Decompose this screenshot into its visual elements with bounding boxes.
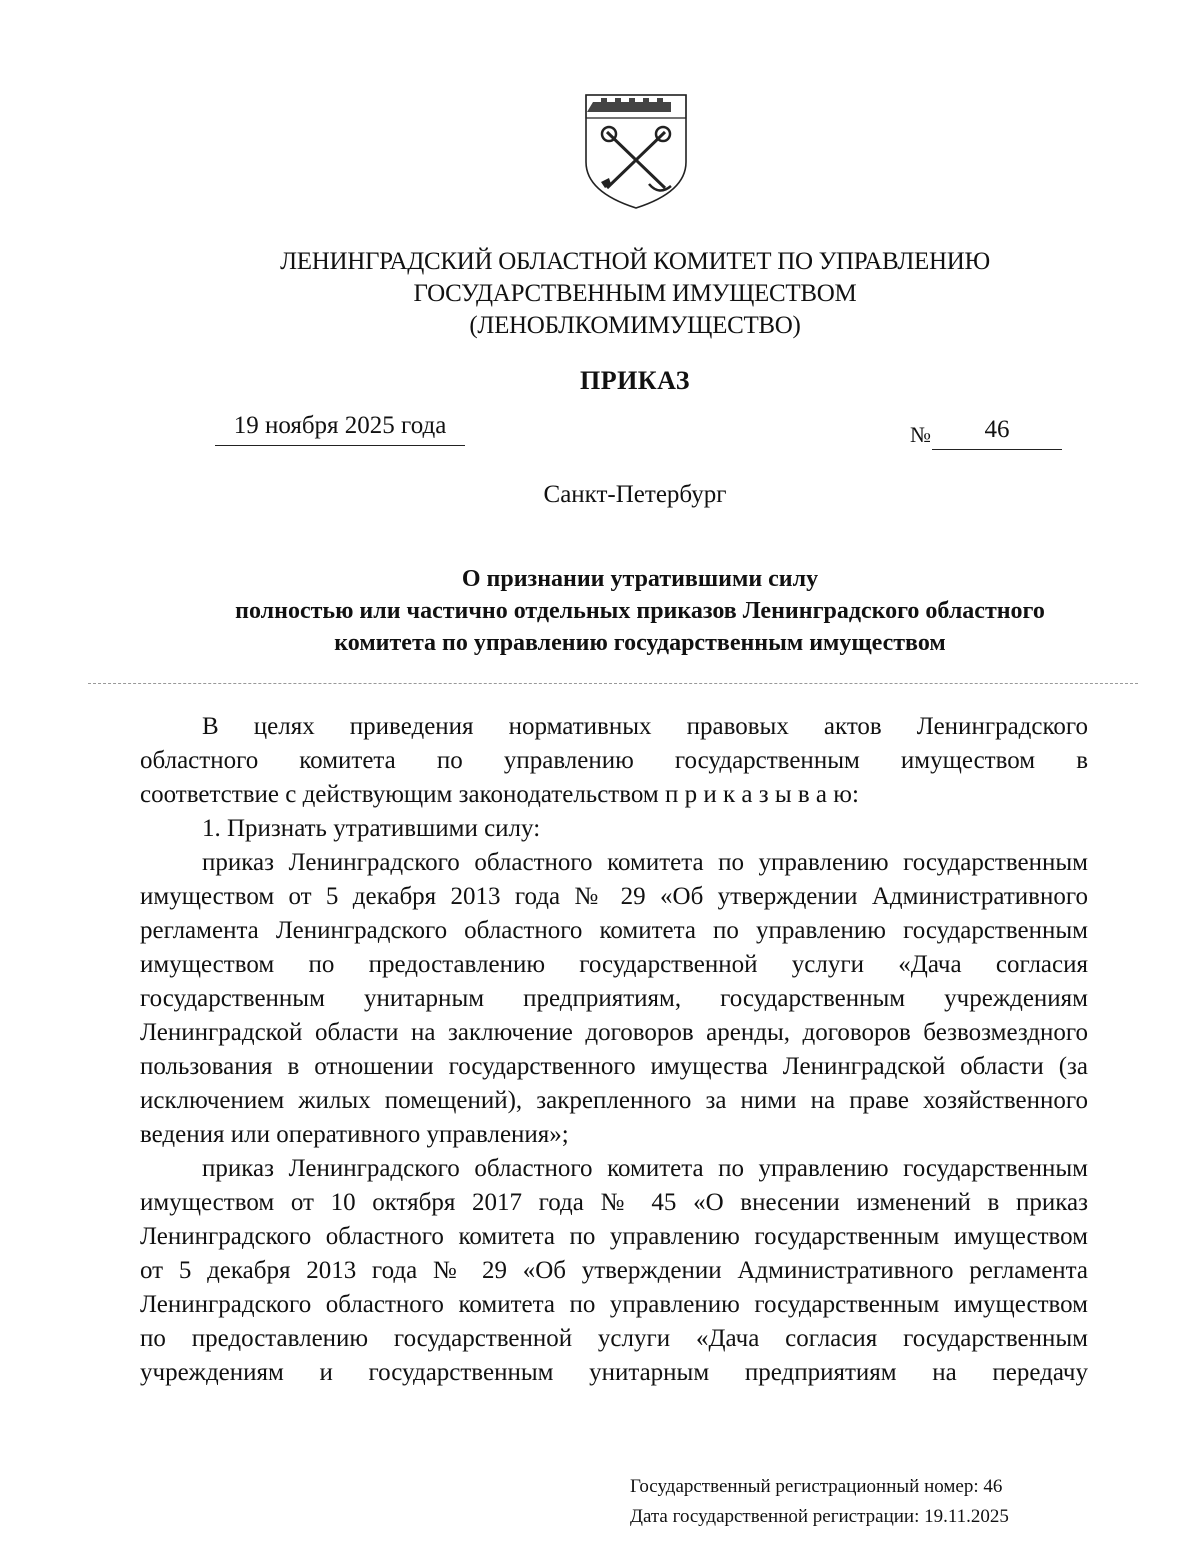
text-line: учреждениям и государственным унитарным предприятиям на передачу	[140, 1359, 1088, 1386]
agency-line: (ЛЕНОБЛКОМИМУЩЕСТВО)	[469, 312, 801, 339]
text-line: по предоставлению государственной услуги «Дача согласия государственным	[140, 1325, 1088, 1352]
agency-line: ЛЕНИНГРАДСКИЙ ОБЛАСТНОЙ КОМИТЕТ ПО УПРАВЛЕНИЮ	[280, 248, 990, 275]
text-line: от 5 декабря 2013 года № 29 «Об утверждении Административного регламента	[140, 1257, 1088, 1284]
text-line: исключением жилых помещений), закрепленного за ними на праве хозяйственного	[140, 1087, 1088, 1114]
text-line: приказ Ленинградского областного комитета по управлению государственным	[202, 849, 1088, 876]
subject-line: полностью или частично отдельных приказов Ленинградского областного	[235, 598, 1045, 624]
agency-line: ГОСУДАРСТВЕННЫМ ИМУЩЕСТВОМ	[413, 280, 857, 307]
order-number: 46	[932, 416, 1062, 450]
order-subject	[140, 563, 1140, 659]
text-line: государственным унитарным предприятиям, государственным учреждениям	[140, 985, 1088, 1012]
coat-of-arms-icon	[583, 92, 689, 210]
text-line: Ленинградского областного комитета по управлению государственным имуществом	[140, 1223, 1088, 1250]
text-line: регламента Ленинградского областного комитета по управлению государственным	[140, 917, 1088, 944]
text-line: соответствие с действующим законодательством п р и к а з ы в а ю:	[140, 781, 859, 808]
agency-name	[140, 246, 1130, 342]
text-line: имуществом по предоставлению государственной услуги «Дача согласия	[140, 951, 1088, 978]
registration-date: Дата государственной регистрации: 19.11.2025	[630, 1506, 1009, 1527]
order-title: ПРИКАЗ	[579, 366, 691, 395]
text-line: имуществом от 5 декабря 2013 года № 29 «Об утверждении Административного	[140, 883, 1088, 910]
item-heading: 1. Признать утратившими силу:	[202, 815, 541, 842]
order-date: 19 ноября 2025 года	[215, 412, 465, 446]
text-line: ведения или оперативного управления»;	[140, 1121, 569, 1148]
order-number-label: №	[910, 422, 931, 447]
text-line: В целях приведения нормативных правовых актов Ленинградского	[202, 713, 1088, 740]
text-line: приказ Ленинградского областного комитета по управлению государственным	[202, 1155, 1088, 1182]
text-line: Ленинградской области на заключение договоров аренды, договоров безвозмездного	[140, 1019, 1088, 1046]
text-line: имуществом от 10 октября 2017 года № 45 «О внесении изменений в приказ	[140, 1189, 1088, 1216]
text-line: областного комитета по управлению государственным имуществом в	[140, 747, 1088, 774]
city: Санкт-Петербург	[543, 481, 727, 508]
subject-line: О признании утратившими силу	[461, 566, 819, 592]
text-line: Ленинградского областного комитета по управлению государственным имуществом	[140, 1291, 1088, 1318]
text-line: пользования в отношении государственного имущества Ленинградской области (за	[140, 1053, 1088, 1080]
registration-footer	[630, 1472, 1009, 1532]
subject-line: комитета по управлению государственным имуществом	[334, 630, 946, 656]
order-body	[140, 710, 1088, 1390]
divider	[88, 683, 1138, 684]
registration-number: Государственный регистрационный номер: 46	[630, 1476, 1003, 1497]
